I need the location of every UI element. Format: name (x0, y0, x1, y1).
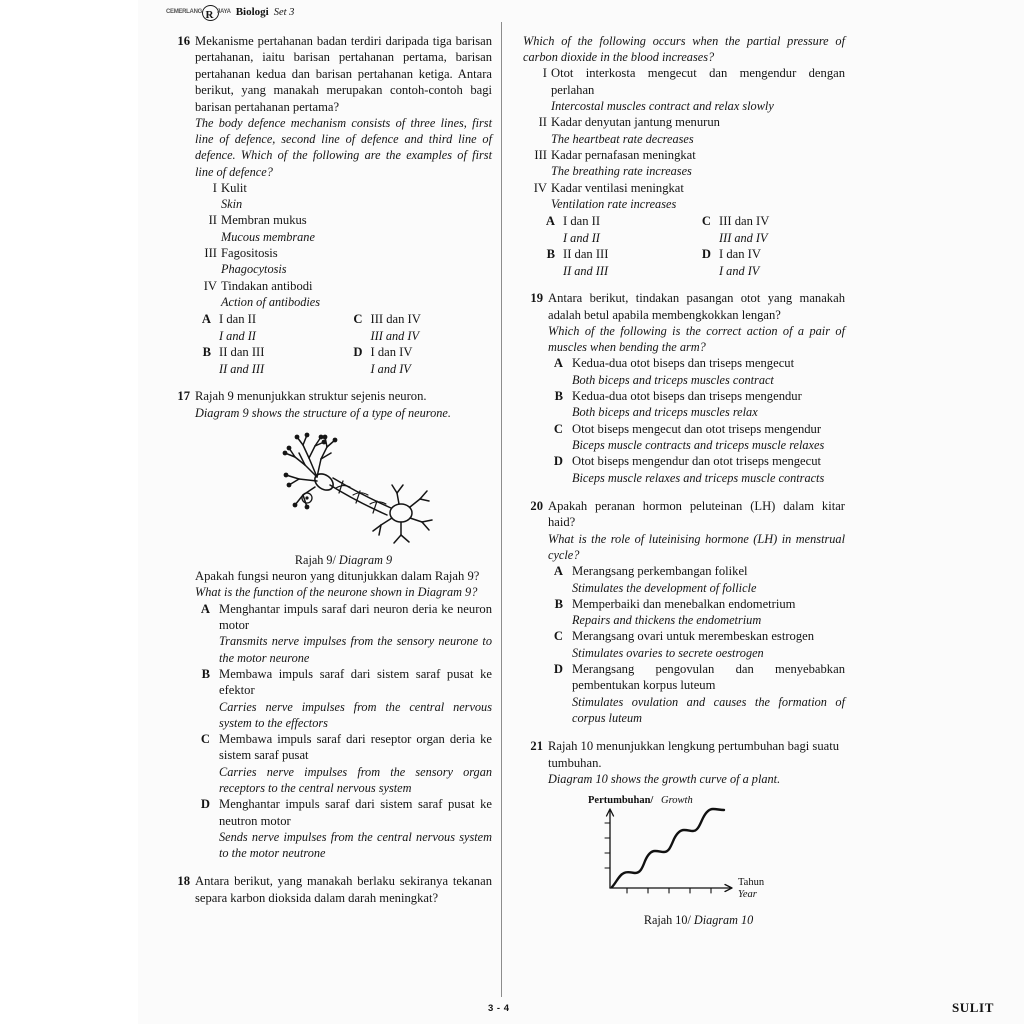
answer-option-b[interactable] (195, 344, 341, 377)
option-letter: D (701, 247, 711, 262)
roman-numeral: II (538, 115, 547, 130)
answer-option-b[interactable] (539, 246, 689, 279)
answer-option-c[interactable] (195, 731, 492, 796)
option-text-malay: Merangsang pengovulan dan menyebabkan pembentukan korpus luteum (572, 661, 845, 693)
option-text-english: Both biceps and triceps muscles relax (572, 405, 758, 420)
growth-curve-figure (548, 793, 845, 910)
growth-curve-icon (572, 793, 822, 905)
roman-text-malay: Kulit (221, 180, 247, 195)
roman-text-english: Phagocytosis (221, 262, 287, 277)
roman-item (525, 114, 845, 147)
option-letter: B (554, 596, 563, 611)
answer-option-d[interactable] (548, 661, 845, 726)
answer-options-grid (195, 311, 492, 377)
option-text-malay: Kedua-dua otot biseps dan triseps mengecut (572, 356, 795, 371)
option-text-english: Carries nerve impulses from the central nervous system to the effectors (219, 699, 492, 730)
question-number: 17 (177, 389, 190, 404)
y-axis-label-english: Growth (660, 795, 693, 807)
option-text-english: Biceps muscle contracts and triceps muscle relaxes (572, 438, 825, 453)
roman-numeral: IV (533, 180, 547, 195)
option-text-english: III and IV (370, 328, 419, 343)
growth-curve-path (612, 809, 724, 887)
exam-page (138, 0, 1024, 1024)
column-divider (501, 22, 502, 997)
option-text-malay: I dan IV (370, 345, 413, 360)
option-text-english: Repairs and thickens the endometrium (572, 613, 762, 628)
roman-item (525, 147, 845, 180)
question-stem-malay: Rajah 10 menunjukkan lengkung pertumbuhan bagi suatu tumbuhan. (548, 739, 839, 770)
left-column (170, 33, 492, 917)
answer-option-c[interactable] (347, 311, 493, 344)
roman-text-malay: Kadar denyutan jantung menurun (551, 115, 720, 130)
question-stem-english: The body defence mechanism consists of three lines, first line of defence, second line of defence and third line of defence. Which of the following are the examples of first line of defence? (195, 116, 492, 179)
option-text-english: Carries nerve impulses from the sensory organ receptors to the central nervous system (219, 764, 492, 795)
option-letter: A (553, 564, 563, 579)
answer-option-d[interactable] (195, 796, 492, 861)
logo-right-text: JAYA (216, 8, 231, 16)
roman-text-malay: Kadar pernafasan meningkat (551, 148, 696, 163)
question-substem-malay: Apakah fungsi neuron yang ditunjukkan dalam Rajah 9? (195, 568, 480, 583)
figure-caption-malay: Rajah 9/ (294, 552, 336, 567)
roman-item (525, 180, 845, 213)
roman-options-list (195, 180, 492, 310)
option-letter: C (553, 421, 563, 436)
option-letter: B (546, 247, 555, 262)
question-18-continued (523, 33, 845, 279)
roman-text-english: Ventilation rate increases (551, 197, 677, 212)
x-axis-label-malay: Tahun (737, 877, 764, 889)
option-text-english: Stimulates ovulation and causes the formation of corpus luteum (572, 694, 845, 725)
answer-option-a[interactable] (195, 601, 492, 666)
roman-item (195, 212, 492, 245)
question-stem-malay: Mekanisme pertahanan badan terdiri daripada tiga barisan pertahanan, iaitu barisan pertahanan pertama, barisan pertahanan kedua dan barisan pertahanan ketiga. Antara berikut, yang manakah merupakan contoh-contoh bagi barisan pertahanan pertama? (195, 34, 492, 114)
option-text-english: II and III (563, 263, 609, 278)
figure-caption-english: Diagram 9 (338, 552, 393, 567)
publisher-logo-icon (166, 5, 231, 19)
question-stem-malay: Apakah peranan hormon peluteinan (LH) dalam kitar haid? (548, 498, 845, 530)
roman-numeral: III (534, 148, 547, 163)
option-text-english: I and II (563, 230, 600, 245)
answer-option-d[interactable] (548, 453, 845, 486)
option-letter: C (553, 629, 563, 644)
answer-options-grid (523, 213, 845, 279)
roman-item (195, 278, 492, 311)
question-18 (170, 873, 492, 906)
option-text-malay: I dan II (219, 312, 257, 327)
question-number: 18 (177, 874, 190, 889)
option-letter: A (201, 312, 211, 327)
answer-option-d[interactable] (347, 344, 493, 377)
roman-text-malay: Tindakan antibodi (221, 278, 313, 293)
option-text-english: Sends nerve impulses from the central nervous system to the motor neutrone (219, 829, 492, 861)
roman-numeral: I (542, 66, 547, 81)
option-text-english: I and IV (370, 361, 411, 376)
option-text-malay: III dan IV (719, 214, 770, 229)
question-number: 21 (530, 739, 543, 754)
option-text-english: Transmits nerve impulses from the sensory neurone to the motor neurone (219, 634, 492, 665)
question-stem-malay: Antara berikut, yang manakah berlaku sekiranya tekanan separa karbon dioksida dalam darah meningkat? (195, 874, 492, 905)
logo-monogram-icon (202, 5, 217, 19)
subject-title: Biologi (235, 6, 269, 18)
question-19 (523, 290, 845, 486)
option-text-malay: Menghantar impuls saraf dari sistem saraf pusat ke neutron motor (219, 797, 492, 828)
option-letter: A (200, 601, 210, 616)
question-16 (170, 33, 492, 377)
roman-item (195, 180, 492, 213)
roman-item (195, 245, 492, 278)
answer-option-b[interactable] (548, 596, 845, 629)
roman-options-list (523, 65, 845, 212)
option-text-english: Stimulates the development of follicle (572, 580, 757, 595)
roman-text-malay: Membran mukus (221, 213, 307, 228)
question-stem-english: Diagram 10 shows the growth curve of a plant. (548, 771, 781, 786)
roman-text-english: The breathing rate increases (551, 164, 692, 179)
logo-left-text: CEMERLANG (166, 8, 202, 16)
option-text-malay: Kedua-dua otot biseps dan triseps mengendur (572, 389, 802, 404)
figure-caption-10 (552, 912, 845, 928)
answer-option-a[interactable] (195, 311, 341, 344)
roman-text-english: Mucous membrane (221, 229, 315, 244)
option-letter: D (200, 797, 210, 812)
question-number: 19 (530, 291, 543, 306)
roman-numeral: IV (203, 278, 217, 293)
question-stem-malay: Rajah 9 menunjukkan struktur sejenis neuron. (195, 389, 427, 404)
option-text-english: Biceps muscle relaxes and triceps muscle contracts (572, 470, 825, 485)
option-text-malay: Merangsang ovari untuk merembeskan estrogen (572, 629, 815, 644)
option-letter: B (202, 345, 211, 360)
x-axis-label-english: Year (737, 889, 757, 901)
answer-option-b[interactable] (195, 666, 492, 731)
option-text-malay: I dan IV (719, 247, 761, 262)
question-20 (523, 498, 845, 726)
roman-text-english: Skin (221, 197, 243, 212)
option-letter: D (553, 661, 563, 676)
option-text-english: I and IV (719, 263, 760, 278)
question-stem-english: Diagram 9 shows the structure of a type of neurone. (195, 405, 451, 420)
page-number: 3 - 4 (488, 1003, 510, 1014)
option-text-malay: Otot biseps mengendur dan otot triseps mengecut (572, 454, 822, 469)
option-text-malay: I dan II (563, 214, 601, 229)
answer-option-b[interactable] (548, 388, 845, 421)
right-column (523, 33, 845, 939)
figure-caption-9 (195, 552, 492, 568)
option-text-english: Both biceps and triceps muscles contract (572, 372, 774, 387)
confidentiality-label: SULIT (951, 1000, 994, 1015)
set-label: Set 3 (273, 6, 295, 18)
roman-numeral: III (204, 246, 217, 261)
option-letter: B (201, 666, 210, 681)
option-text-malay: II dan III (219, 345, 265, 360)
y-axis-label-malay: Pertumbuhan/ (587, 795, 653, 807)
page-masthead (166, 3, 294, 21)
option-letter: C (353, 312, 363, 327)
answer-option-a[interactable] (548, 563, 845, 596)
question-stem-english: What is the role of luteinising hormone (LH) in menstrual cycle? (548, 531, 845, 562)
roman-text-malay: Fagositosis (221, 246, 278, 261)
option-text-english: Stimulates ovaries to secrete oestrogen (572, 645, 764, 660)
option-text-english: II and III (219, 361, 265, 376)
option-letter: C (701, 214, 711, 229)
answer-option-d[interactable] (695, 246, 845, 279)
answer-option-a[interactable] (539, 213, 689, 246)
question-stem-english: Which of the following occurs when the partial pressure of carbon dioxide in the blood increases? (523, 34, 845, 65)
roman-numeral: I (212, 180, 217, 195)
roman-numeral: II (208, 213, 217, 228)
answer-option-c[interactable] (548, 421, 845, 454)
option-letter: C (200, 731, 210, 746)
option-text-malay: Merangsang perkembangan folikel (572, 564, 748, 579)
neurone-figure (195, 425, 492, 550)
option-text-malay: II dan III (563, 247, 609, 262)
option-text-malay: Memperbaiki dan menebalkan endometrium (572, 596, 796, 611)
option-text-malay: Membawa impuls saraf dari sistem saraf pusat ke efektor (219, 666, 492, 698)
question-21 (523, 738, 845, 928)
roman-text-malay: Otot interkosta mengecut dan mengendur dengan perlahan (551, 66, 845, 97)
roman-text-english: Intercostal muscles contract and relax slowly (551, 99, 774, 114)
option-letter: A (553, 356, 563, 371)
neurone-icon (229, 425, 459, 545)
option-text-english: I and II (219, 328, 256, 343)
question-number: 16 (177, 34, 190, 48)
question-17 (170, 388, 492, 861)
roman-text-malay: Kadar ventilasi meningkat (551, 180, 684, 195)
question-substem-english: What is the function of the neurone shown in Diagram 9? (195, 585, 478, 600)
option-text-malay: Membawa impuls saraf dari reseptor organ deria ke sistem saraf pusat (219, 731, 492, 763)
option-text-malay: III dan IV (370, 312, 421, 327)
option-letter: B (554, 389, 563, 404)
answer-option-c[interactable] (695, 213, 845, 246)
option-letter: A (545, 214, 555, 229)
logo-letter: R (205, 9, 214, 21)
roman-text-english: The heartbeat rate decreases (551, 131, 694, 146)
question-stem-malay: Antara berikut, tindakan pasangan otot yang manakah adalah betul apabila membengkokkan lengan? (548, 291, 845, 322)
figure-caption-malay: Rajah 10/ (643, 913, 691, 928)
answer-option-c[interactable] (548, 628, 845, 661)
roman-text-english: Action of antibodies (221, 295, 321, 310)
option-text-malay: Menghantar impuls saraf dari neuron deria ke neuron motor (219, 601, 492, 632)
question-stem-english: Which of the following is the correct action of a pair of muscles when bending the arm? (548, 324, 845, 355)
option-text-malay: Otot biseps mengecut dan otot triseps mengendur (572, 421, 822, 436)
option-letter: D (353, 345, 363, 360)
roman-item (525, 65, 845, 114)
option-letter: D (553, 454, 563, 469)
option-text-english: III and IV (719, 230, 768, 245)
answer-option-a[interactable] (548, 355, 845, 388)
figure-caption-english: Diagram 10 (693, 913, 754, 928)
question-number: 20 (530, 498, 543, 513)
